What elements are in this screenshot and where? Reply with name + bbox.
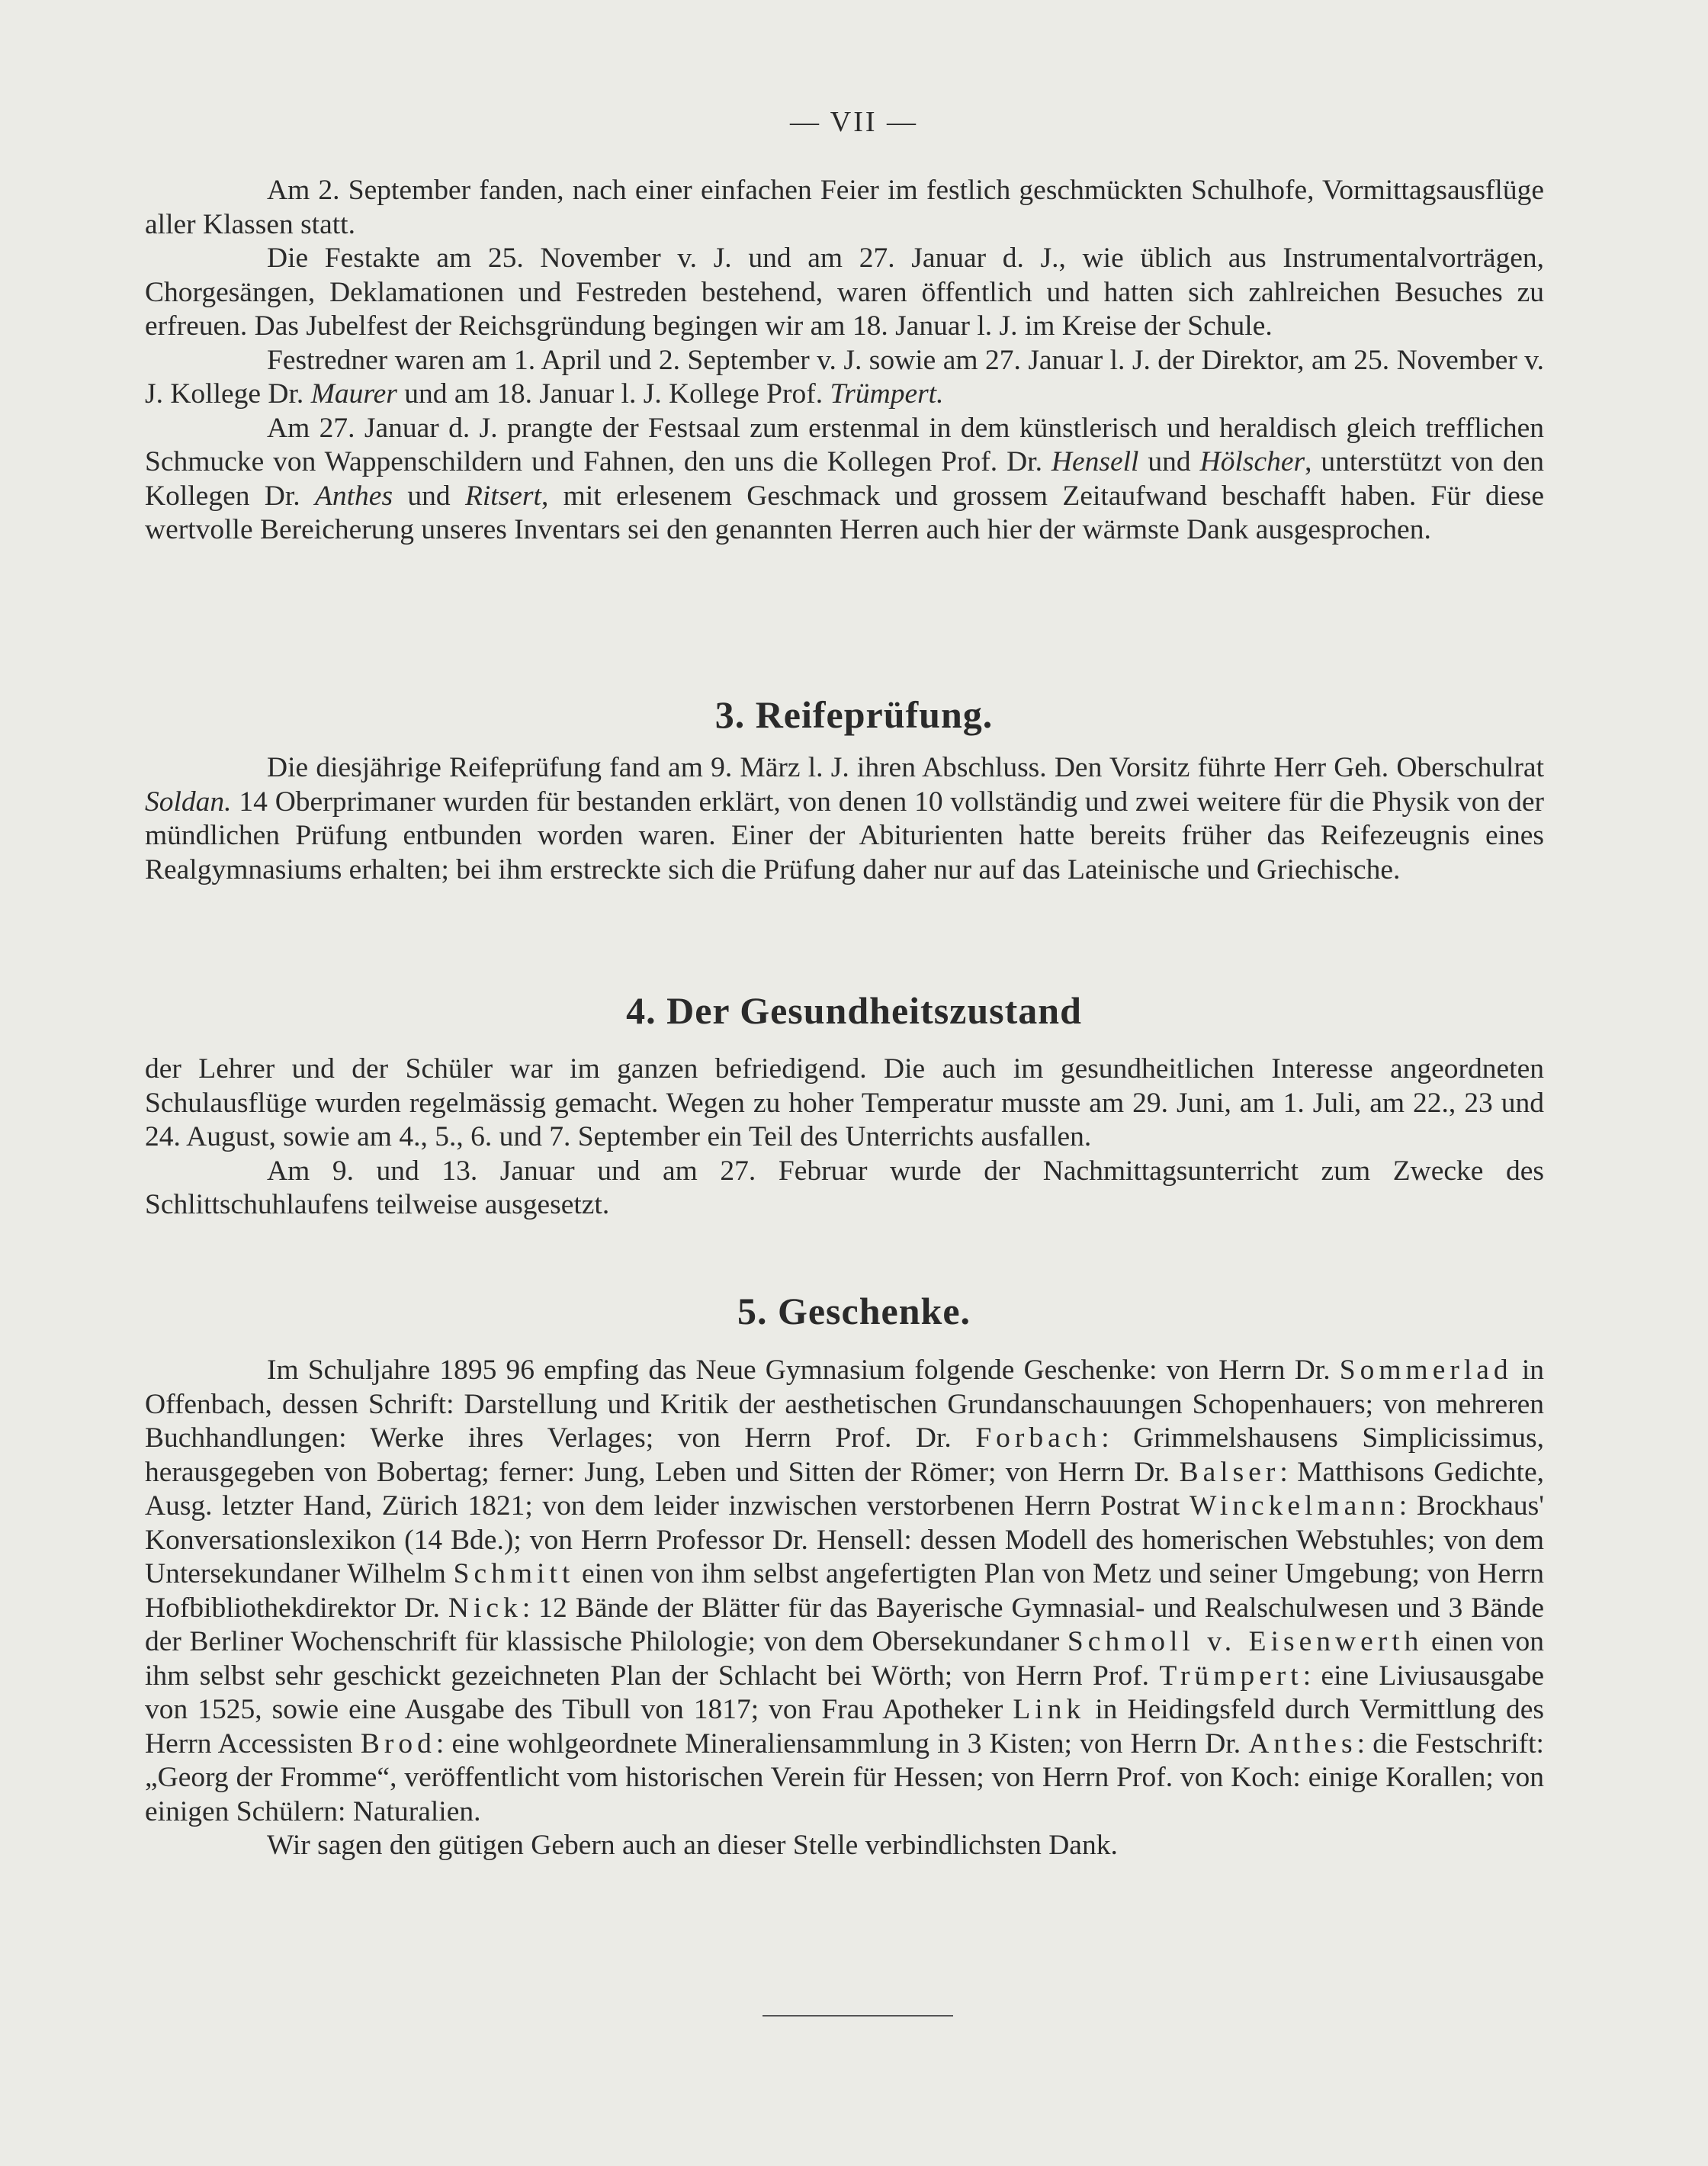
section-5-heading: 5. Geschenke. (737, 1290, 971, 1332)
section-3-heading: 3. Reifeprüfung. (714, 693, 994, 736)
text-run: Am 27. Januar d. J. prangte der Festsaal zum erstenmal in dem künstlerisch und heraldisch gleich trefflichen Schmucke von Wappenschildern und Fahnen, den uns die Kollegen Prof. Dr. (145, 412, 1544, 477)
text-run: : Matthisons Gedichte, Ausg. letzter Hand, Zürich 1821; von dem leider inzwischen verstorbenen Herrn Postrat (145, 1456, 1545, 1522)
section-3-paragraph (145, 751, 1544, 887)
section-4-heading: 4. Der Gesundheitszustand (626, 989, 1082, 1032)
text-run: : die Festschrift: „Georg der Fromme“, veröffentlicht vom historischen Verein für Hessen; von Herrn Prof. von Koch: einige Korallen; von einigen Schülern: Naturalien. (145, 1727, 1544, 1827)
text-run: Festredner waren am 1. April und 2. September v. J. sowie am 27. Januar l. J. der Direktor, am 25. November v. J. Kollege Dr. (145, 344, 1544, 410)
intro-paragraph-4 (145, 412, 1544, 548)
text-run: in Heidingsfeld durch Vermittlung des Herrn Accessisten (145, 1694, 1545, 1759)
person-name: Soldan. (145, 786, 232, 818)
intro-paragraph-2: Die Festakte am 25. November v. J. und am 27. Januar d. J., wie üblich aus Instrumentalvorträgen, Chorgesängen, Deklamationen und Festreden bestehend, waren öffentlich und hatten sich zahlreichen Besuches zu erfreuen. Das Jubelfest der Reichsgründung begingen wir am 18. Januar l. J. im Kreise der Schule. (145, 243, 1544, 342)
intro-section (145, 174, 1544, 548)
text-run: und (1138, 446, 1200, 477)
section-5-body (145, 1354, 1544, 1863)
text-run: : 12 Bände der Blätter für das Bayerische Gymnasial- und Realschulwesen und 3 Bände der Berliner Wochenschrift für klassische Philologie; von dem Obersekundaner (145, 1592, 1544, 1657)
text-run: und am 18. Januar l. J. Kollege Prof. (396, 378, 830, 410)
section-4-body (145, 1052, 1544, 1223)
section-4-paragraph-2: Am 9. und 13. Januar und am 27. Februar wurde der Nachmittagsunterricht zum Zwecke des Schlittschuhlaufens teilweise ausgesetzt. (145, 1155, 1544, 1220)
donor-name: Brod (360, 1727, 436, 1759)
intro-paragraph-1: Am 2. September fanden, nach einer einfachen Feier im festlich geschmückten Schulhofe, Vormittagsausflüge aller Klassen statt. (145, 175, 1544, 240)
intro-paragraph-3 (145, 344, 1544, 412)
donor-name: Sommerlad (1339, 1355, 1513, 1386)
section-4-paragraph-1: der Lehrer und der Schüler war im ganzen befriedigend. Die auch im gesundheitlichen Interesse angeordneten Schulausflüge wurden regelmässig gemacht. Wegen zu hoher Temperatur musste am 29. Juni, am 1. Juli, am 22., 23 und 24. August, sowie am 4., 5., 6. und 7. September ein Teil des Unterrichts ausfallen. (145, 1053, 1544, 1152)
text-run: : Brockhaus' Konversationslexikon (14 Bde.); von Herrn Professor Dr. Hensell: dessen Modell des homerischen Webstuhles; von dem Untersekundaner Wilhelm (145, 1490, 1544, 1589)
person-name: Ritsert (464, 480, 541, 512)
text-run: und (393, 480, 465, 512)
donor-name: Trümpert (1159, 1660, 1303, 1692)
donor-name: Forbach (975, 1422, 1102, 1454)
person-name: Maurer (310, 378, 397, 410)
section-5-paragraph-1 (145, 1354, 1544, 1829)
text-run: einen von ihm selbst sehr geschickt gezeichneten Plan der Schlacht bei Wörth; von Herrn Prof. (145, 1626, 1544, 1692)
section-5-paragraph-2: Wir sagen den gütigen Gebern auch an dieser Stelle verbindlichsten Dank. (267, 1830, 1118, 1861)
donor-name: Anthes (1248, 1727, 1357, 1759)
donor-name: Balser (1179, 1456, 1280, 1488)
person-name: Hölscher (1199, 446, 1305, 477)
person-name: Hensell (1051, 446, 1139, 477)
text-run: Die diesjährige Reifeprüfung fand am 9. März l. J. ihren Abschluss. Den Vorsitz führte Herr Geh. Oberschulrat (267, 752, 1544, 783)
person-name: Trümpert. (830, 378, 944, 410)
text-run: in Offenbach, dessen Schrift: Darstellung und Kritik der aesthetischen Grundanschauungen Schopenhauers; von mehreren Buchhandlungen: Werke ihres Verlages; von Herrn Prof. Dr. (145, 1355, 1544, 1454)
donor-name: Link (1013, 1694, 1086, 1725)
text-run: , mit erlesenem Geschmack und grossem Zeitaufwand beschafft haben. Für diese wertvolle Bereicherung unseres Inventars sei den genannten Herren auch hier der wärmste Dank ausgesprochen. (145, 480, 1544, 545)
text-run: einen von ihm selbst angefertigten Plan von Metz und seiner Umgebung; von Herrn Hofbibliothekdirektor Dr. (145, 1558, 1544, 1624)
text-run: : eine Liviusausgabe von 1525, sowie eine Ausgabe des Tibull von 1817; von Frau Apotheker (145, 1660, 1544, 1725)
closing-rule (762, 2015, 953, 2017)
text-run: 14 Oberprimaner wurden für bestanden erklärt, von denen 10 vollständig und zwei weitere für die Physik von der mündlichen Prüfung entbunden worden waren. Einer der Abiturienten hatte bereits früher das Reifezeugnis eines Realgymnasiums erhalten; bei ihm erstreckte sich die Prüfung daher nur auf das Lateinische und Griechische. (145, 786, 1544, 885)
text-run: , unterstützt von den Kollegen Dr. (145, 446, 1544, 512)
person-name: Anthes (314, 480, 393, 512)
donor-name: Schmoll v. Eisenwerth (1067, 1626, 1424, 1657)
section-3-body (145, 751, 1544, 887)
text-run: : Grimmelshausens Simplicissimus, herausgegeben von Bobertag; ferner: Jung, Leben und Sitten der Römer; von Herrn Dr. (145, 1422, 1544, 1488)
donor-name: Schmitt (453, 1558, 575, 1589)
donor-name: Winckelmann (1189, 1490, 1399, 1522)
text-run: Im Schuljahre 1895 96 empfing das Neue Gymnasium folgende Geschenke: von Herrn Dr. (267, 1355, 1340, 1386)
page-number: — VII — (789, 106, 919, 138)
donor-name: Nick (448, 1592, 522, 1624)
text-run: : eine wohlgeordnete Mineraliensammlung in 3 Kisten; von Herrn Dr. (435, 1727, 1249, 1759)
